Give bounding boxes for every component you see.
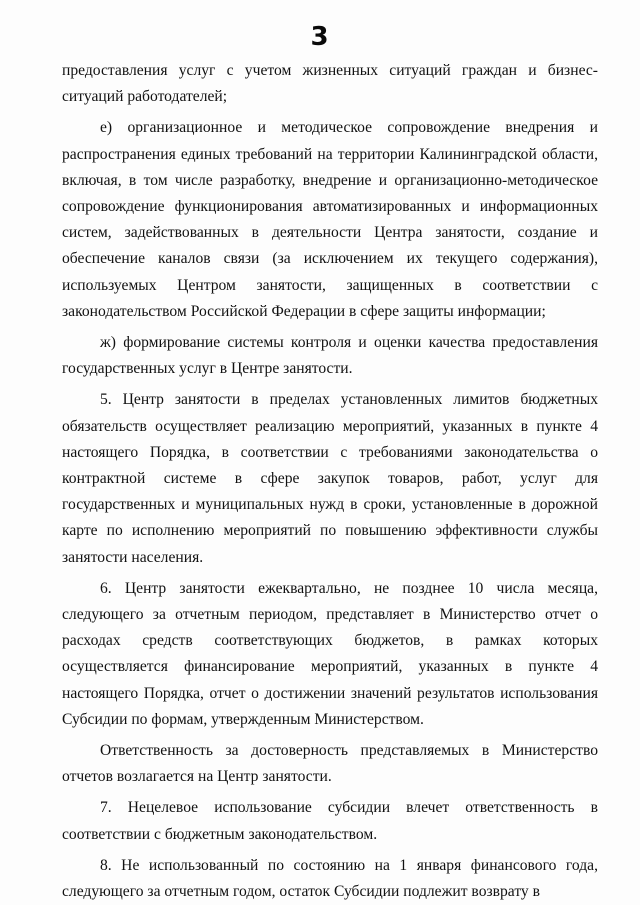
paragraph-continuation: предоставления услуг с учетом жизненных ситуаций граждан и бизнес-ситуаций работодателей; (62, 62, 598, 106)
page-number: 3 (310, 22, 330, 52)
paragraph-clause-8: 8. Не использованный по состоянию на 1 января финансового года, следующего за отчетным годом, остаток Субсидии подлежит возврату в (62, 856, 598, 901)
paragraph-clause-5: 5. Центр занятости в пределах установленных лимитов бюджетных обязательств осуществляет реализацию мероприятий, указанных в пункте 4 настоящего Порядка, в соответствии с требованиями законодательства о контрактной системе в сфере закупок товаров, работ, услуг для государственных и муниципальных нужд в сроки, установленные в дорожной карте по исполнению мероприятий по повышению эффективности службы занятости населения. (62, 391, 598, 566)
paragraph-clause-6: 6. Центр занятости ежеквартально, не позднее 10 числа месяца, следующего за отчетным периодом, представляет в Министерство отчет о расходах средств соответствующих бюджетов, в рамках которых осуществляется финансирование мероприятий, указанных в пункте 4 настоящего Порядка, отчет о достижении значений результатов использования Субсидии по формам, утвержденным Министерством. (62, 579, 598, 728)
paragraph-clause-7: 7. Нецелевое использование субсидии влечет ответственность в соответствии с бюджетным законодательством. (62, 799, 598, 843)
paragraph-responsibility: Ответственность за достоверность представляемых в Министерство отчетов возлагается на Центр занятости. (62, 742, 598, 786)
paragraph-item-zh: ж) формирование системы контроля и оценки качества предоставления государственных услуг в Центре занятости. (62, 334, 598, 378)
paragraph-item-e: е) организационное и методическое сопровождение внедрения и распространения единых требований на территории Калининградской области, включая, в том числе разработку, внедрение и организационно-методическое сопровождение функционирования автоматизированных и информационных систем, задействованных в деятельности Центра занятости, создание и обеспечение каналов связи (за исключением их текущего содержания), используемых Центром занятости, защищенных в соответствии с законодательством Российской Федерации в сфере защиты информации; (62, 119, 598, 320)
document-body (62, 58, 598, 910)
